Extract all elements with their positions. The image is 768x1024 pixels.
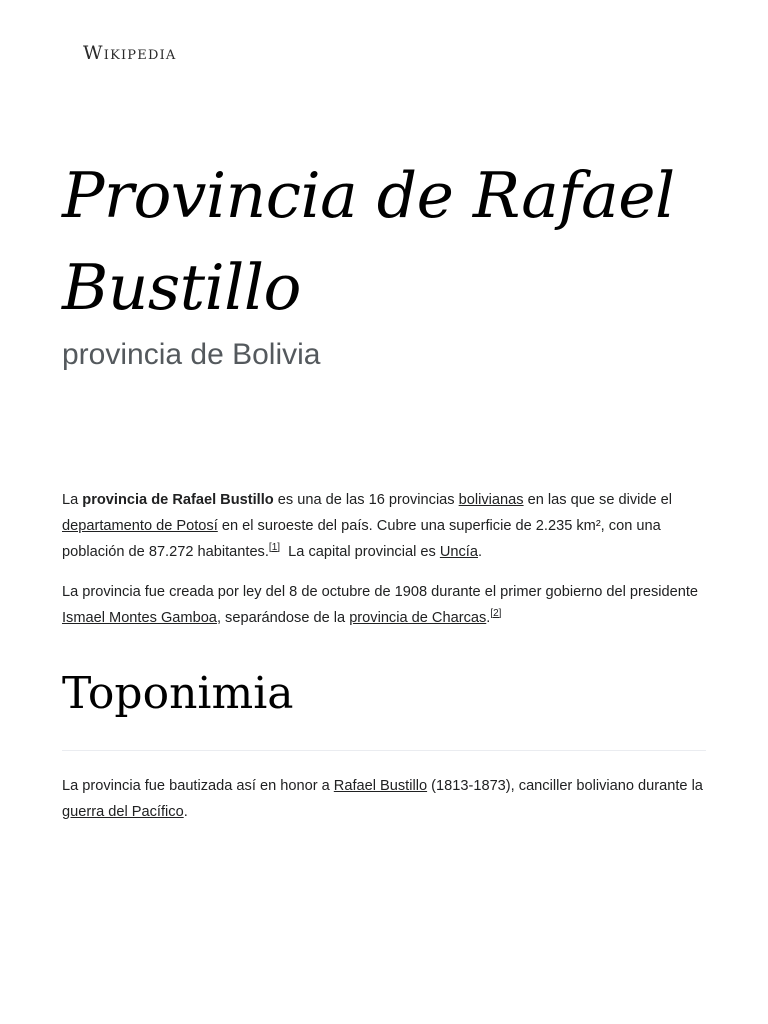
article-subject-bold: provincia de Rafael Bustillo	[82, 492, 274, 508]
text-run: .	[183, 803, 188, 820]
reference-1	[269, 542, 280, 553]
toponimia-paragraph	[62, 774, 710, 826]
page-title: Provincia de Rafael Bustillo	[62, 159, 675, 324]
reference-2	[490, 608, 501, 619]
link-guerra-del-pacifico[interactable]: guerra del Pacífico	[62, 803, 184, 820]
reference-link-2[interactable]: [2]	[490, 607, 502, 619]
link-uncia[interactable]: Uncía	[439, 543, 478, 560]
text-run: .	[477, 543, 483, 560]
link-bolivianas[interactable]: bolivianas	[458, 492, 524, 508]
link-rafael-bustillo[interactable]: Rafael Bustillo	[333, 778, 428, 794]
text-run: es una de las 16 provincias	[273, 492, 459, 508]
text-run: La	[62, 492, 83, 508]
section-heading-toponimia: Toponimia	[62, 668, 294, 719]
intro-paragraph-1	[62, 488, 710, 565]
intro-paragraph-2	[62, 580, 710, 632]
link-ismael-montes-gamboa[interactable]: Ismael Montes Gamboa	[62, 609, 217, 626]
text-run: La capital provincial es	[280, 543, 440, 560]
text-run: (1813-1873), canciller boliviano durante la	[427, 778, 703, 794]
link-provincia-charcas[interactable]: provincia de Charcas	[349, 609, 487, 626]
section-divider	[62, 750, 706, 751]
wikipedia-logo[interactable]: Wikipedia	[83, 42, 177, 64]
reference-link-1[interactable]: [1]	[268, 541, 281, 553]
text-run: .	[486, 609, 491, 626]
text-run: , separándose de la	[216, 609, 350, 626]
page-subtitle: provincia de Bolivia	[62, 338, 321, 371]
text-run: La provincia fue creada por ley del 8 de octubre de 1908 durante el primer gobierno del presidente	[62, 584, 699, 600]
text-run: en el suroeste del país. Cubre una superficie de 2.235 km², con una población de 87.272 habitantes.	[62, 517, 661, 560]
text-run: La provincia fue bautizada así en honor a	[62, 778, 334, 794]
link-departamento-potosi[interactable]: departamento de Potosí	[62, 517, 218, 534]
text-run: en las que se divide el	[523, 492, 673, 508]
